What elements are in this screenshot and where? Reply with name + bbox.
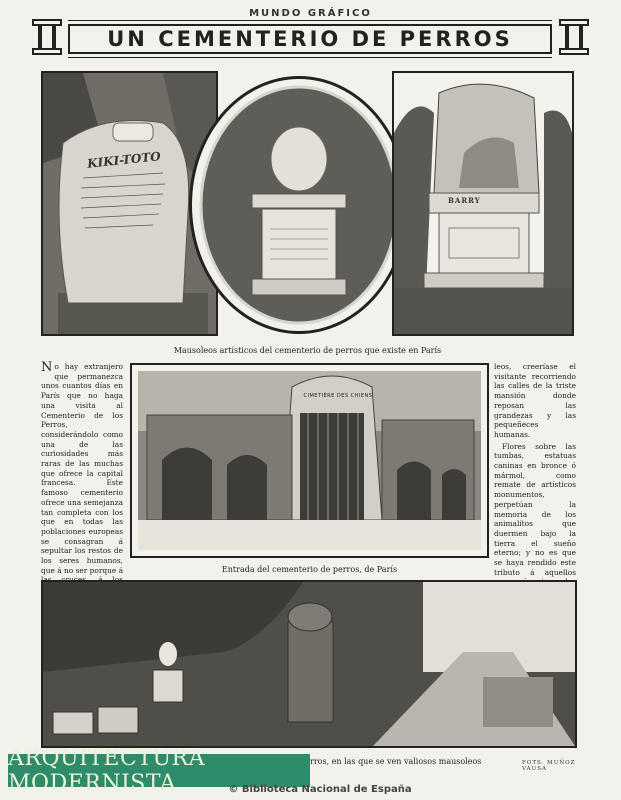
column-ornament-icon [559, 18, 589, 58]
article-right-column [494, 362, 576, 577]
header-rule [68, 20, 552, 21]
article-left-column [41, 360, 123, 575]
photo-cemetery-paths [41, 580, 577, 748]
monument-inscription: BARRY [448, 196, 481, 205]
gate-sign: CIMETIÈRE DES CHIENS [303, 393, 373, 399]
title-box [68, 24, 552, 54]
gate-caption: Entrada del cementerio de perros, de París [221, 565, 398, 574]
photo-credit: FOTS. MUÑOZ VAUSA [522, 760, 576, 772]
cemetery-illustration [43, 582, 575, 746]
bottom-photo-caption: rros, en las que se ven valiosos mausoleos [310, 757, 482, 766]
barry-illustration [394, 73, 572, 334]
brand-label: ARQUITECTURA MODERNISTA [8, 745, 205, 796]
copyright-notice: © Biblioteca Nacional de España [228, 784, 412, 795]
brand-watermark [8, 745, 310, 796]
photo-oval-monument [189, 76, 409, 334]
article-right-paragraph: Flores sobre las tumbas, estatuas caninas en bronce ó mármol, como remate de artísticos monumentos, perpetúan la memoria de los animalitos que duermen bajo la tierra el sueño eterno; y no es que se haya rendido este tributo á aquellos [494, 441, 576, 577]
page-title: UN CEMENTERIO DE PERROS [107, 27, 513, 51]
tomb-inscription: KIKI-TOTO [86, 149, 162, 171]
article-left-text: o hay extranjero que permanezca unos cuantos días en París que no haga una visita al Cementerio de los Perros, considerándolo como una de las curiosidades más raras de las muchas que ofrece la capital francesa. Este famoso cementerio ofrece una semejanza tan completa con los que en todas las poblaciones europeas se consagran á sepultar los restos de los seres humanos, que á no ser porque á [41, 362, 123, 575]
article-right-paragraph: leos, creeríase el visitante recorriendo las calles de la triste mansión donde reposan las grandezas y las pequeñeces humanas. [494, 362, 576, 439]
photo-barry-monument [392, 71, 574, 336]
column-ornament-icon [32, 18, 62, 58]
drop-cap: N [41, 360, 53, 375]
photo-cemetery-entrance [130, 363, 489, 558]
monument-illustration [192, 79, 406, 331]
magazine-name: MUNDO GRÁFICO [249, 8, 372, 19]
header-rule [68, 57, 552, 58]
top-photos-caption: Mausoleos artísticos del cementerio de perros que existe en París [173, 346, 442, 355]
